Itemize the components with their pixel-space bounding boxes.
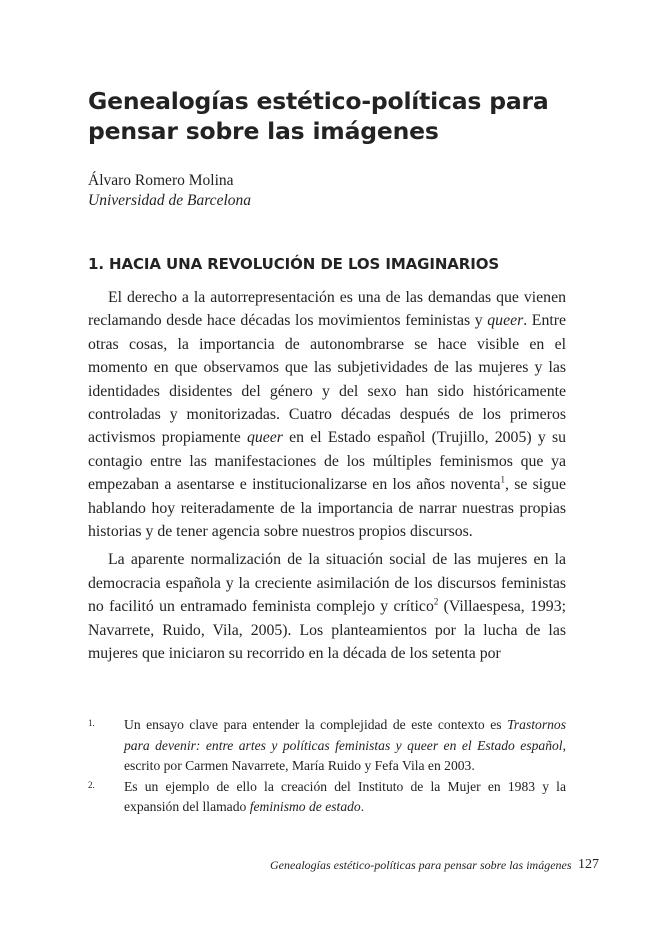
paragraph-text: (Villaespesa, 1993; Navarrete, Ruido, Vila, 2005). Los planteamientos por la lucha de las mujeres que iniciaron su recorrido en la década de los setenta por [88, 598, 566, 663]
footnote-emphasis: Trastornos para devenir: entre artes y políticas feministas y queer en el Estado español [124, 717, 566, 753]
paragraph-text: , se sigue hablando hoy reiteradamente de la importancia de narrar nuestras propias historias y de tener agencia sobre nuestros propios discursos. [88, 476, 566, 541]
footnote-2 [88, 777, 566, 818]
paragraph-text: El derecho a la autorrepresentación es una de las demandas que vienen reclamando desde hace décadas los movimientos feministas y [88, 289, 566, 330]
footnote-text-part: Un ensayo clave para entender la complejidad de este contexto es [124, 717, 508, 732]
footnotes [88, 715, 566, 818]
footnote-text-part: , escrito por Carmen Navarrete, María Ruido y Fefa Vila en 2003. [124, 737, 566, 773]
author-name: Álvaro Romero Molina [88, 172, 234, 189]
paragraph-text: . Entre otras cosas, la importancia de autonombrarse se hace visible en el momento en que observamos que las subjetividades de las mujeres y las identidades disidentes del género y del sexo han sido históricamente controladas y monitorizadas. Cuatro décadas después de los primeros activismos propiamente [88, 312, 567, 447]
paragraph-text: en el Estado español (Trujillo, 2005) y su contagio entre las manifestaciones de los múltiples feminismos que ya empezaban a asentarse e institucionalizarse en los años noventa [88, 429, 566, 494]
footnote-reference-1[interactable]: 1 [500, 474, 505, 485]
footnote-text-part: Es un ejemplo de ello la creación del Instituto de la Mujer en 1983 y la expansión del llamado [124, 778, 566, 814]
paragraph-1 [88, 286, 566, 543]
running-footer: Genealogías estético-políticas para pensar sobre las imágenes [270, 858, 572, 872]
emphasis-text: queer [487, 312, 524, 330]
article-title [88, 86, 568, 146]
section-heading: 1. HACIA UNA REVOLUCIÓN DE LOS IMAGINARIOS [88, 255, 500, 273]
footnote-reference-2[interactable]: 2 [433, 597, 439, 608]
author-affiliation: Universidad de Barcelona [88, 192, 251, 209]
footnote-text [124, 715, 566, 777]
body-text [88, 286, 566, 666]
page-number: 127 [578, 857, 599, 872]
emphasis-text: queer [246, 429, 283, 447]
footnote-number: 2. [88, 779, 95, 790]
paragraph-text: La aparente normalización de la situación social de las mujeres en la democracia española y la creciente asimilación de los discursos feministas no facilitó un entramado feminista complejo y crítico [88, 551, 566, 616]
article-title-line-2: pensar sobre las imágenes [88, 117, 439, 145]
footnote-emphasis: feminismo de estado [249, 799, 361, 814]
article-title-line-1: Genealogías estético-políticas para [88, 87, 549, 115]
footnote-text-part: . [360, 799, 365, 814]
footnote-1 [88, 715, 566, 777]
paragraph-2 [88, 548, 566, 665]
footnote-text [124, 777, 566, 818]
footnote-number: 1. [88, 718, 95, 728]
